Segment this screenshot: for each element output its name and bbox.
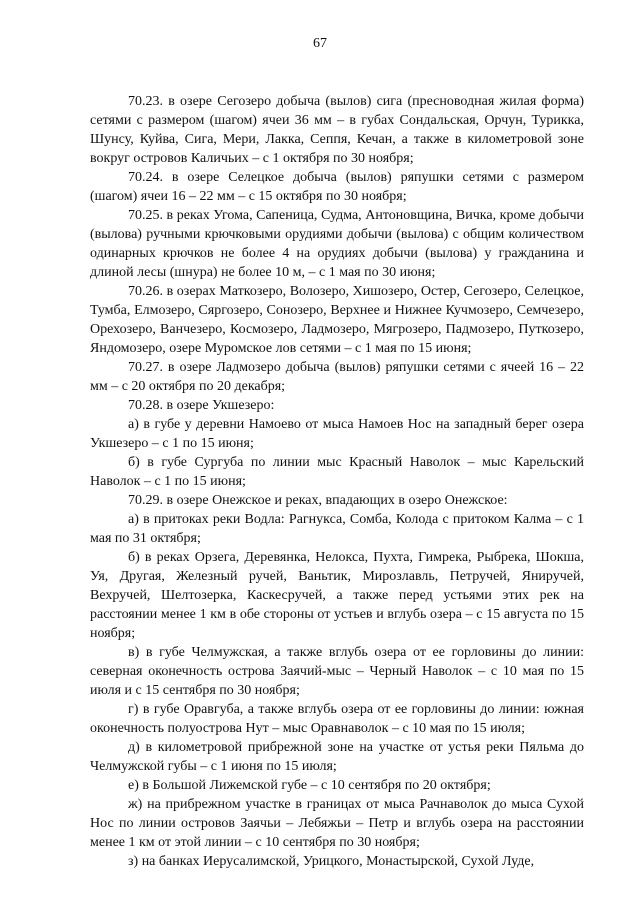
page-number: 67 <box>313 36 327 51</box>
paragraph-70-29-a: а) в притоках реки Водла: Рагнукса, Сомба, Колода с притоком Калма – с 1 мая по 31 октября; <box>90 512 584 546</box>
paragraph-70-29: 70.29. в озере Онежское и реках, впадающих в озеро Онежское: <box>128 493 508 508</box>
paragraph-70-27: 70.27. в озере Ладмозеро добыча (вылов) ряпушки сетями с ячеей 16 – 22 мм – с 20 октября по 20 декабря; <box>90 360 584 394</box>
paragraph-70-29-b: б) в реках Орзега, Деревянка, Нелокса, Пухта, Гимрека, Рыбрека, Шокша, Уя, Другая, Железный ручей, Ваньтик, Мирозлавль, Петручей, Яниручей, Вехручей, Шелтозерка, Каскесручей, а также перед устьями этих рек на расстоянии менее 1 км в обе стороны от устьев и вглубь озера – с 15 августа по 15 ноября; <box>90 550 584 641</box>
paragraph-70-25: 70.25. в реках Угома, Сапеница, Судма, Антоновщина, Вичка, кроме добычи (вылова) ручными крючковыми орудиями добычи (вылова) с общим количеством одинарных крючков не более 4 на орудиях добычи (вылова) у гражданина и длиной лесы (шнура) не более 10 м, – с 1 мая по 30 июня; <box>90 208 584 280</box>
paragraph-70-29-v: в) в губе Челмужская, а также вглубь озера от ее горловины до линии: северная оконечность острова Заячий-мыс – Черный Наволок – с 10 мая по 15 июля и с 15 сентября по 30 ноября; <box>90 645 584 698</box>
paragraph-70-26: 70.26. в озерах Маткозеро, Волозеро, Хишозеро, Остер, Сегозеро, Селецкое, Тумба, Елмозеро, Сяргозеро, Сонозеро, Верхнее и Нижнее Кучмозеро, Семчезеро, Орехозеро, Ванчезеро, Космозеро, Ладмозеро, Мягрозеро, Падмозеро, Путкозеро, Яндомозеро, озере Муромское лов сетями – с 1 мая по 15 июня; <box>90 284 584 356</box>
paragraph-70-29-z: з) на банках Иерусалимской, Урицкого, Монастырской, Сухой Луде, <box>128 854 535 869</box>
paragraph-70-29-d: д) в километровой прибрежной зоне на участке от устья реки Пяльма до Челмужской губы – с 1 июня по 15 июля; <box>90 740 584 774</box>
paragraph-70-29-zh: ж) на прибрежном участке в границах от мыса Рачнаволок до мыса Сухой Нос по линии островов Заячьи – Лебяжьи – Петр и вглубь озера на расстоянии менее 1 км от этой линии – с 10 сентября по 30 ноября; <box>90 797 584 850</box>
paragraph-70-29-e: е) в Большой Лижемской губе – с 10 сентября по 20 октября; <box>128 778 491 793</box>
paragraph-70-28-a: а) в губе у деревни Намоево от мыса Намоев Нос на западный берег озера Укшезеро – с 1 по 15 июня; <box>90 417 584 451</box>
paragraph-70-28-b: б) в губе Сургуба по линии мыс Красный Наволок – мыс Карельский Наволок – с 1 по 15 июня; <box>90 455 584 489</box>
paragraph-70-28: 70.28. в озере Укшезеро: <box>128 398 275 413</box>
paragraph-70-29-g: г) в губе Оравгуба, а также вглубь озера от ее горловины до линии: южная оконечность полуострова Нут – мыс Оравнаволок – с 10 мая по 15 июля; <box>90 702 584 736</box>
paragraph-70-23: 70.23. в озере Сегозеро добыча (вылов) сига (пресноводная жилая форма) сетями с размером (шагом) ячеи 36 мм – в губах Сондальская, Орчун, Турикка, Шунсу, Куйва, Сига, Мери, Лакка, Сеппя, Кечан, а также в километровой зоне вокруг островов Каличьих – с 1 октября по 30 ноября; <box>90 94 584 166</box>
paragraph-70-24: 70.24. в озере Селецкое добыча (вылов) ряпушки сетями с размером (шагом) ячеи 16 – 22 мм – с 15 октября по 30 ноября; <box>90 170 584 204</box>
document-body <box>90 92 584 871</box>
